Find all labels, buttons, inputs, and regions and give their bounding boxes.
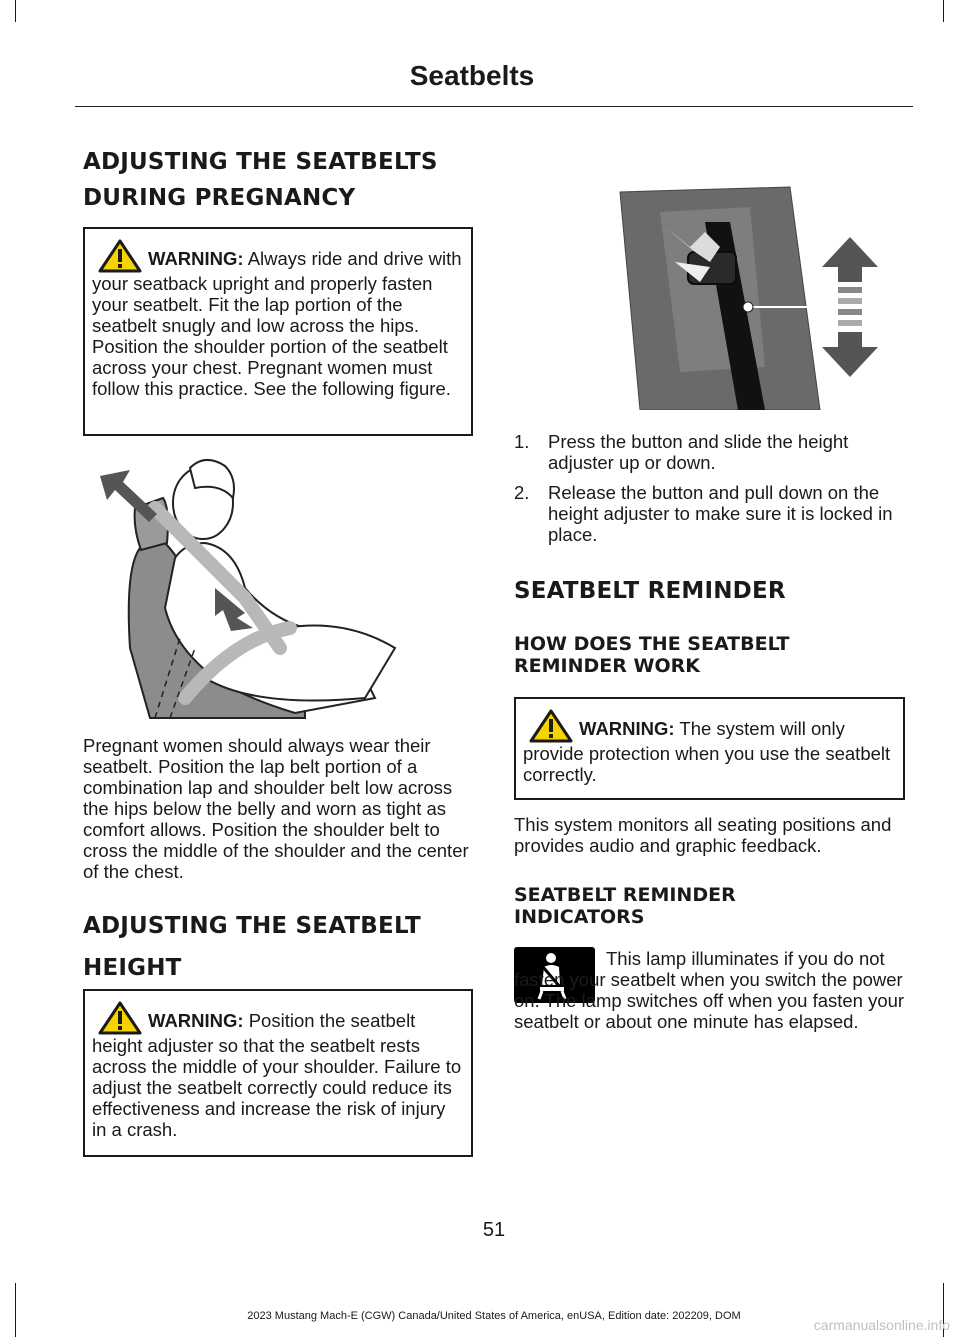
reminder-subheading	[514, 633, 844, 677]
pregnancy-body	[83, 735, 478, 882]
step-2	[514, 482, 909, 545]
warning-triangle-icon	[98, 239, 142, 273]
step-number: 2.	[514, 482, 530, 503]
pregnancy-warning-box	[83, 227, 473, 436]
header-rule	[75, 106, 913, 107]
height-heading-line1: ADJUSTING THE SEATBELT	[83, 913, 421, 939]
crop-mark-top-right	[943, 0, 944, 22]
pregnancy-body-text: Pregnant women should always wear their seatbelt. Position the lap belt portion of a combination lap and shoulder belt low across the hips below the belly and worn as tight as comfort allows. Position the shoulder belt to cross the middle of the shoulder and the center of the chest.	[83, 735, 469, 882]
reminder-heading	[514, 573, 914, 609]
warning-text: Always ride and drive with your seatback upright and properly fasten your seatbelt. Fit the lap portion of the seatbelt snugly and low across the hips. Position the shoulder portion of the seatbelt across your chest. Pregnant women must follow this practice. See the following figure.	[92, 248, 462, 399]
height-steps	[514, 431, 909, 554]
footer-edition: 2023 Mustang Mach-E (CGW) Canada/United States of America, enUSA, Edition date: 202209, DOM	[247, 1310, 741, 1322]
height-warning-box	[83, 989, 473, 1157]
indicators-heading	[514, 884, 844, 928]
warning-triangle-icon	[98, 1001, 142, 1035]
reminder-body-text: This system monitors all seating positions and provides audio and graphic feedback.	[514, 814, 892, 856]
pregnancy-heading-line2: DURING PREGNANCY	[83, 185, 356, 211]
step-1	[514, 431, 909, 473]
warning-label: WARNING:	[148, 248, 244, 269]
height-heading	[83, 908, 483, 986]
height-steps-list	[514, 431, 909, 545]
indicators-text	[514, 948, 909, 1032]
page-number: 51	[482, 1219, 506, 1241]
pregnancy-heading	[83, 144, 483, 216]
watermark: carmanualsonline.info	[813, 1317, 950, 1333]
indicators-text-body: This lamp illuminates if you do not fasten your seatbelt when you switch the power on. The lamp switches off when you fasten your seatbelt or about one minute has elapsed.	[514, 948, 905, 1032]
step-text: Press the button and slide the height adjuster up or down.	[548, 431, 849, 473]
page-section-title: Seatbelts	[409, 60, 535, 91]
step-number: 1.	[514, 431, 530, 452]
reminder-body	[514, 814, 914, 856]
warning-text: The system will only provide protection when you use the seatbelt correctly.	[523, 718, 891, 785]
height-heading-line2: HEIGHT	[83, 955, 182, 981]
pregnant-seatbelt-figure	[95, 448, 470, 720]
pregnancy-heading-line1: ADJUSTING THE SEATBELTS	[83, 149, 438, 175]
height-adjuster-figure	[520, 152, 910, 410]
indicators-heading-text: SEATBELT REMINDER INDICATORS	[514, 884, 736, 928]
warning-triangle-icon	[529, 709, 573, 743]
reminder-heading-text: SEATBELT REMINDER	[514, 578, 786, 604]
warning-label: WARNING:	[148, 1010, 244, 1031]
crop-mark-top-left	[15, 0, 16, 22]
warning-text: Position the seatbelt height adjuster so that the seatbelt rests across the middle of your shoulder. Failure to adjust the seatbelt correctly could reduce its effectiveness and increase the risk of injury in a crash.	[92, 1010, 462, 1140]
reminder-warning-box	[514, 697, 905, 800]
warning-label: WARNING:	[579, 718, 675, 739]
step-text: Release the button and pull down on the height adjuster to make sure it is locked in place.	[548, 482, 893, 545]
reminder-subheading-text: HOW DOES THE SEATBELT REMINDER WORK	[514, 633, 790, 677]
